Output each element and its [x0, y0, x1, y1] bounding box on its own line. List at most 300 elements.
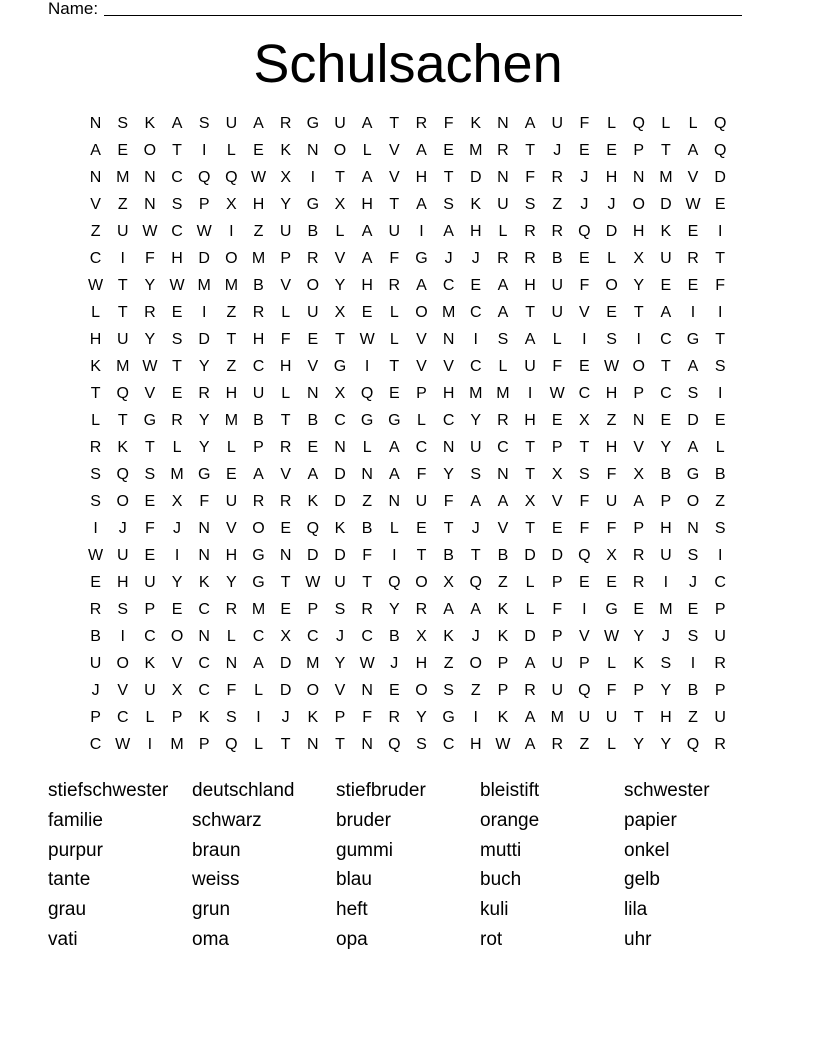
grid-letter: U	[605, 708, 618, 726]
grid-letter: E	[443, 141, 454, 159]
grid-letter: D	[334, 546, 346, 564]
grid-letter: R	[714, 735, 726, 753]
grid-letter: T	[389, 114, 400, 132]
grid-letter: C	[442, 411, 455, 429]
grid-letter: T	[579, 438, 590, 456]
grid-letter: U	[469, 438, 482, 456]
grid-letter: C	[660, 384, 672, 402]
grid-letter: Y	[660, 735, 672, 753]
grid-letter: C	[714, 573, 726, 591]
grid-letter: O	[170, 627, 184, 645]
grid-letter: R	[307, 249, 319, 267]
grid-letter: E	[579, 357, 590, 375]
grid-letter: T	[117, 303, 128, 321]
grid-letter: F	[362, 546, 373, 564]
grid-letter: P	[144, 600, 156, 618]
grid-letter: F	[145, 249, 155, 267]
grid-letter: U	[388, 222, 401, 240]
grid-letter: R	[279, 114, 292, 132]
grid-letter: S	[660, 654, 672, 672]
grid-letter: H	[116, 573, 129, 591]
grid-letter: F	[606, 681, 617, 699]
grid-letter: E	[606, 303, 617, 321]
word-list-item: purpur	[48, 839, 103, 861]
grid-letter: H	[252, 195, 265, 213]
grid-letter: V	[551, 492, 563, 510]
grid-letter: E	[687, 276, 699, 294]
grid-letter: L	[552, 330, 562, 348]
grid-letter: L	[172, 438, 182, 456]
grid-letter: N	[388, 492, 401, 510]
grid-letter: V	[687, 168, 699, 186]
grid-letter: N	[334, 438, 346, 456]
grid-letter: E	[388, 384, 400, 402]
grid-letter: E	[90, 573, 101, 591]
grid-letter: I	[201, 303, 207, 321]
grid-letter: H	[415, 168, 428, 186]
grid-letter: I	[690, 654, 696, 672]
grid-letter: M	[251, 600, 266, 618]
grid-letter: K	[334, 519, 346, 537]
grid-letter: X	[416, 627, 427, 645]
grid-letter: E	[660, 276, 672, 294]
grid-letter: K	[497, 627, 509, 645]
grid-letter: Y	[660, 681, 672, 699]
grid-letter: R	[198, 384, 210, 402]
grid-letter: P	[714, 681, 726, 699]
grid-letter: D	[334, 492, 346, 510]
grid-letter: V	[280, 465, 291, 483]
grid-letter: S	[117, 600, 129, 618]
grid-letter: C	[252, 357, 265, 375]
grid-letter: W	[115, 735, 131, 753]
grid-letter: A	[524, 330, 536, 348]
word-list-item: lila	[624, 899, 648, 921]
grid-letter: H	[442, 384, 455, 402]
grid-letter: W	[88, 276, 104, 294]
grid-letter: M	[441, 303, 456, 321]
grid-letter: L	[362, 141, 372, 159]
grid-letter: F	[606, 465, 617, 483]
grid-letter: Z	[117, 195, 128, 213]
grid-letter: C	[334, 411, 346, 429]
grid-letter: T	[335, 735, 345, 753]
grid-letter: A	[524, 708, 536, 726]
grid-letter: E	[660, 411, 672, 429]
grid-letter: S	[606, 330, 617, 348]
grid-letter: S	[687, 384, 699, 402]
grid-letter: P	[334, 708, 346, 726]
grid-letter: V	[117, 681, 129, 699]
grid-letter: K	[280, 141, 291, 159]
grid-letter: B	[307, 222, 319, 240]
grid-letter: Q	[388, 735, 401, 753]
grid-letter: Y	[334, 276, 346, 294]
grid-letter: Z	[443, 654, 454, 672]
grid-letter: H	[660, 708, 672, 726]
word-list-item: blau	[336, 869, 372, 891]
grid-letter: S	[714, 519, 726, 537]
grid-letter: A	[443, 222, 454, 240]
grid-letter: N	[632, 411, 645, 429]
grid-letter: M	[306, 654, 320, 672]
grid-letter: X	[171, 681, 183, 699]
grid-letter: F	[579, 276, 590, 294]
grid-letter: Y	[198, 357, 210, 375]
grid-letter: I	[392, 546, 397, 564]
grid-letter: F	[579, 519, 590, 537]
grid-letter: R	[225, 600, 238, 618]
grid-letter: A	[687, 357, 699, 375]
grid-letter: R	[279, 492, 292, 510]
grid-letter: O	[415, 303, 428, 321]
grid-letter: L	[498, 357, 508, 375]
grid-letter: V	[171, 654, 183, 672]
word-list-item: oma	[192, 928, 229, 950]
grid-letter: P	[579, 654, 590, 672]
grid-letter: O	[415, 681, 428, 699]
grid-letter: M	[469, 141, 483, 159]
grid-letter: N	[497, 168, 509, 186]
grid-letter: J	[91, 681, 100, 699]
grid-letter: L	[145, 708, 155, 726]
grid-letter: R	[388, 708, 401, 726]
grid-letter: A	[687, 438, 699, 456]
grid-letter: I	[147, 735, 153, 753]
grid-letter: K	[307, 708, 319, 726]
grid-letter: A	[253, 465, 264, 483]
grid-letter: T	[715, 249, 726, 267]
grid-letter: C	[442, 735, 455, 753]
grid-letter: A	[497, 276, 509, 294]
grid-letter: X	[171, 492, 183, 510]
page-title: Schulsachen	[253, 34, 563, 94]
grid-letter: D	[551, 546, 564, 564]
grid-letter: J	[580, 168, 589, 186]
grid-letter: P	[633, 519, 645, 537]
grid-letter: E	[171, 384, 183, 402]
grid-letter: C	[497, 438, 509, 456]
grid-letter: L	[417, 411, 426, 429]
grid-letter: W	[495, 735, 511, 753]
grid-letter: P	[416, 384, 427, 402]
grid-letter: A	[90, 141, 101, 159]
grid-letter: R	[361, 600, 373, 618]
grid-letter: V	[497, 519, 509, 537]
grid-letter: Y	[144, 330, 156, 348]
grid-letter: K	[497, 600, 509, 618]
grid-letter: F	[579, 114, 590, 132]
grid-letter: N	[198, 546, 210, 564]
grid-letter: E	[579, 573, 590, 591]
grid-letter: Z	[715, 492, 726, 510]
grid-letter: G	[333, 357, 347, 375]
grid-letter: N	[307, 735, 319, 753]
grid-letter: U	[334, 114, 346, 132]
grid-letter: E	[633, 600, 645, 618]
grid-letter: G	[252, 573, 265, 591]
name-field[interactable]	[48, 0, 742, 20]
grid-letter: B	[90, 627, 101, 645]
grid-letter: Q	[578, 546, 591, 564]
grid-letter: P	[497, 681, 509, 699]
grid-letter: Z	[90, 222, 101, 240]
grid-letter: Z	[362, 492, 373, 510]
grid-letter: R	[415, 114, 428, 132]
grid-letter: S	[687, 546, 699, 564]
grid-letter: X	[551, 465, 563, 483]
grid-letter: H	[171, 249, 183, 267]
grid-letter: F	[145, 519, 155, 537]
grid-letter: M	[116, 168, 130, 186]
grid-letter: E	[117, 141, 129, 159]
grid-letter: R	[632, 573, 645, 591]
word-search-grid	[82, 110, 742, 758]
grid-letter: K	[117, 438, 129, 456]
word-list-item: braun	[192, 839, 241, 861]
grid-letter: X	[334, 195, 346, 213]
grid-letter: H	[225, 384, 238, 402]
grid-letter: U	[225, 114, 238, 132]
grid-letter: E	[687, 222, 699, 240]
grid-letter: P	[198, 195, 210, 213]
grid-letter: S	[144, 465, 156, 483]
grid-letter: X	[443, 573, 454, 591]
grid-letter: A	[443, 600, 454, 618]
grid-letter: O	[252, 519, 265, 537]
grid-letter: P	[198, 735, 210, 753]
grid-letter: H	[524, 276, 536, 294]
grid-letter: N	[687, 519, 699, 537]
grid-letter: F	[525, 168, 535, 186]
grid-letter: W	[603, 627, 620, 645]
word-list-item: kuli	[480, 899, 509, 921]
grid-letter: T	[525, 303, 535, 321]
grid-letter: K	[198, 708, 210, 726]
grid-letter: T	[280, 735, 291, 753]
grid-letter: V	[90, 195, 101, 213]
grid-letter: N	[442, 438, 455, 456]
grid-letter: R	[497, 249, 509, 267]
grid-letter: T	[145, 438, 155, 456]
grid-letter: T	[715, 330, 726, 348]
word-list-item: stiefbruder	[336, 780, 426, 801]
grid-letter: H	[469, 735, 482, 753]
word-list-item: opa	[336, 928, 368, 950]
grid-letter: N	[89, 114, 102, 132]
grid-letter: W	[603, 357, 620, 375]
grid-letter: F	[552, 600, 563, 618]
grid-letter: P	[497, 654, 509, 672]
grid-letter: E	[606, 141, 617, 159]
grid-letter: P	[714, 600, 726, 618]
grid-letter: R	[524, 681, 536, 699]
word-list-item: stiefschwester	[48, 780, 169, 801]
grid-letter: T	[633, 708, 644, 726]
grid-letter: X	[334, 303, 346, 321]
grid-letter: V	[307, 357, 319, 375]
grid-letter: T	[335, 168, 345, 186]
word-list-item: grau	[48, 899, 87, 921]
grid-letter: U	[144, 573, 156, 591]
word-list-item: gelb	[624, 869, 660, 891]
grid-letter: O	[469, 654, 482, 672]
grid-letter: T	[117, 411, 128, 429]
grid-letter: I	[364, 357, 370, 375]
grid-letter: K	[470, 195, 482, 213]
grid-letter: S	[226, 708, 237, 726]
grid-letter: Q	[197, 168, 211, 186]
grid-letter: B	[361, 519, 373, 537]
grid-letter: K	[497, 708, 509, 726]
grid-letter: Z	[226, 303, 237, 321]
grid-letter: E	[551, 519, 563, 537]
grid-letter: T	[443, 168, 454, 186]
grid-letter: Y	[198, 411, 210, 429]
grid-letter: J	[471, 249, 480, 267]
grid-letter: C	[89, 735, 102, 753]
grid-letter: D	[687, 411, 699, 429]
grid-letter: T	[633, 303, 644, 321]
grid-letter: L	[91, 411, 101, 429]
grid-letter: Y	[144, 276, 156, 294]
grid-letter: R	[632, 546, 645, 564]
grid-letter: W	[549, 384, 565, 402]
grid-letter: Q	[578, 681, 591, 699]
grid-letter: A	[253, 654, 264, 672]
grid-letter: Q	[713, 141, 727, 159]
grid-letter: B	[443, 546, 454, 564]
grid-letter: B	[714, 465, 726, 483]
grid-letter: S	[117, 114, 129, 132]
grid-letter: L	[607, 654, 616, 672]
grid-letter: L	[281, 303, 291, 321]
grid-letter: D	[334, 465, 346, 483]
grid-letter: C	[198, 600, 210, 618]
grid-letter: L	[607, 735, 616, 753]
grid-letter: O	[116, 492, 129, 510]
grid-letter: S	[579, 465, 590, 483]
grid-letter: L	[281, 384, 291, 402]
grid-letter: E	[416, 519, 427, 537]
grid-letter: C	[469, 303, 482, 321]
word-list-item: deutschland	[192, 780, 295, 801]
grid-letter: Z	[226, 357, 237, 375]
grid-letter: E	[307, 330, 319, 348]
grid-letter: D	[524, 627, 536, 645]
grid-letter: O	[632, 195, 645, 213]
word-list	[48, 776, 768, 955]
grid-letter: J	[689, 573, 698, 591]
grid-letter: X	[633, 465, 645, 483]
grid-letter: A	[416, 276, 427, 294]
grid-letter: N	[225, 654, 238, 672]
name-label: Name:	[48, 0, 99, 18]
grid-letter: P	[171, 708, 183, 726]
grid-letter: A	[524, 735, 536, 753]
grid-letter: R	[252, 492, 265, 510]
grid-letter: J	[553, 141, 562, 159]
grid-letter: I	[717, 546, 723, 564]
grid-letter: Q	[225, 735, 238, 753]
grid-letter: C	[198, 681, 210, 699]
grid-letter: U	[578, 708, 591, 726]
grid-letter: N	[198, 627, 210, 645]
grid-letter: G	[143, 411, 157, 429]
grid-letter: A	[660, 303, 672, 321]
grid-letter: G	[252, 546, 265, 564]
grid-letter: S	[470, 465, 482, 483]
grid-letter: J	[118, 519, 127, 537]
grid-letter: P	[660, 492, 672, 510]
grid-letter: T	[280, 573, 291, 591]
word-list-item: mutti	[480, 839, 522, 861]
grid-letter: L	[335, 222, 345, 240]
grid-letter: E	[280, 519, 291, 537]
grid-letter: O	[225, 249, 238, 267]
grid-letter: F	[280, 330, 291, 348]
grid-letter: N	[632, 168, 645, 186]
word-list-item: grun	[192, 899, 231, 921]
grid-letter: Y	[198, 438, 210, 456]
grid-letter: Y	[660, 438, 672, 456]
grid-letter: F	[362, 708, 373, 726]
grid-letter: N	[279, 546, 292, 564]
grid-letter: I	[582, 600, 587, 618]
grid-letter: S	[90, 465, 101, 483]
grid-letter: A	[470, 600, 482, 618]
grid-letter: L	[389, 519, 399, 537]
grid-letter: H	[469, 222, 482, 240]
grid-letter: S	[443, 195, 454, 213]
grid-letter: E	[687, 600, 699, 618]
grid-letter: P	[633, 681, 645, 699]
name-blank-line[interactable]	[104, 0, 742, 16]
grid-letter: J	[390, 654, 399, 672]
grid-letter: H	[225, 546, 238, 564]
grid-letter: X	[633, 249, 645, 267]
grid-letter: S	[171, 195, 183, 213]
grid-letter: Q	[578, 222, 591, 240]
grid-letter: N	[89, 168, 102, 186]
grid-letter: Y	[388, 600, 400, 618]
grid-letter: L	[226, 438, 236, 456]
grid-letter: U	[551, 654, 564, 672]
grid-letter: F	[443, 114, 454, 132]
grid-letter: S	[198, 114, 210, 132]
grid-letter: Q	[116, 465, 129, 483]
grid-letter: I	[527, 384, 533, 402]
grid-letter: P	[551, 627, 563, 645]
grid-letter: B	[307, 411, 319, 429]
grid-letter: U	[334, 573, 346, 591]
word-list-item: weiss	[192, 869, 240, 891]
grid-letter: T	[389, 357, 400, 375]
grid-letter: C	[198, 654, 210, 672]
grid-letter: I	[717, 222, 723, 240]
grid-letter: A	[497, 492, 509, 510]
grid-letter: Q	[632, 114, 645, 132]
grid-letter: S	[334, 600, 346, 618]
grid-letter: L	[389, 303, 399, 321]
grid-letter: O	[605, 276, 618, 294]
grid-letter: A	[687, 141, 699, 159]
grid-letter: E	[470, 276, 482, 294]
grid-letter: Q	[360, 384, 374, 402]
grid-letter: U	[144, 681, 156, 699]
grid-letter: A	[361, 114, 373, 132]
grid-letter: P	[280, 249, 291, 267]
